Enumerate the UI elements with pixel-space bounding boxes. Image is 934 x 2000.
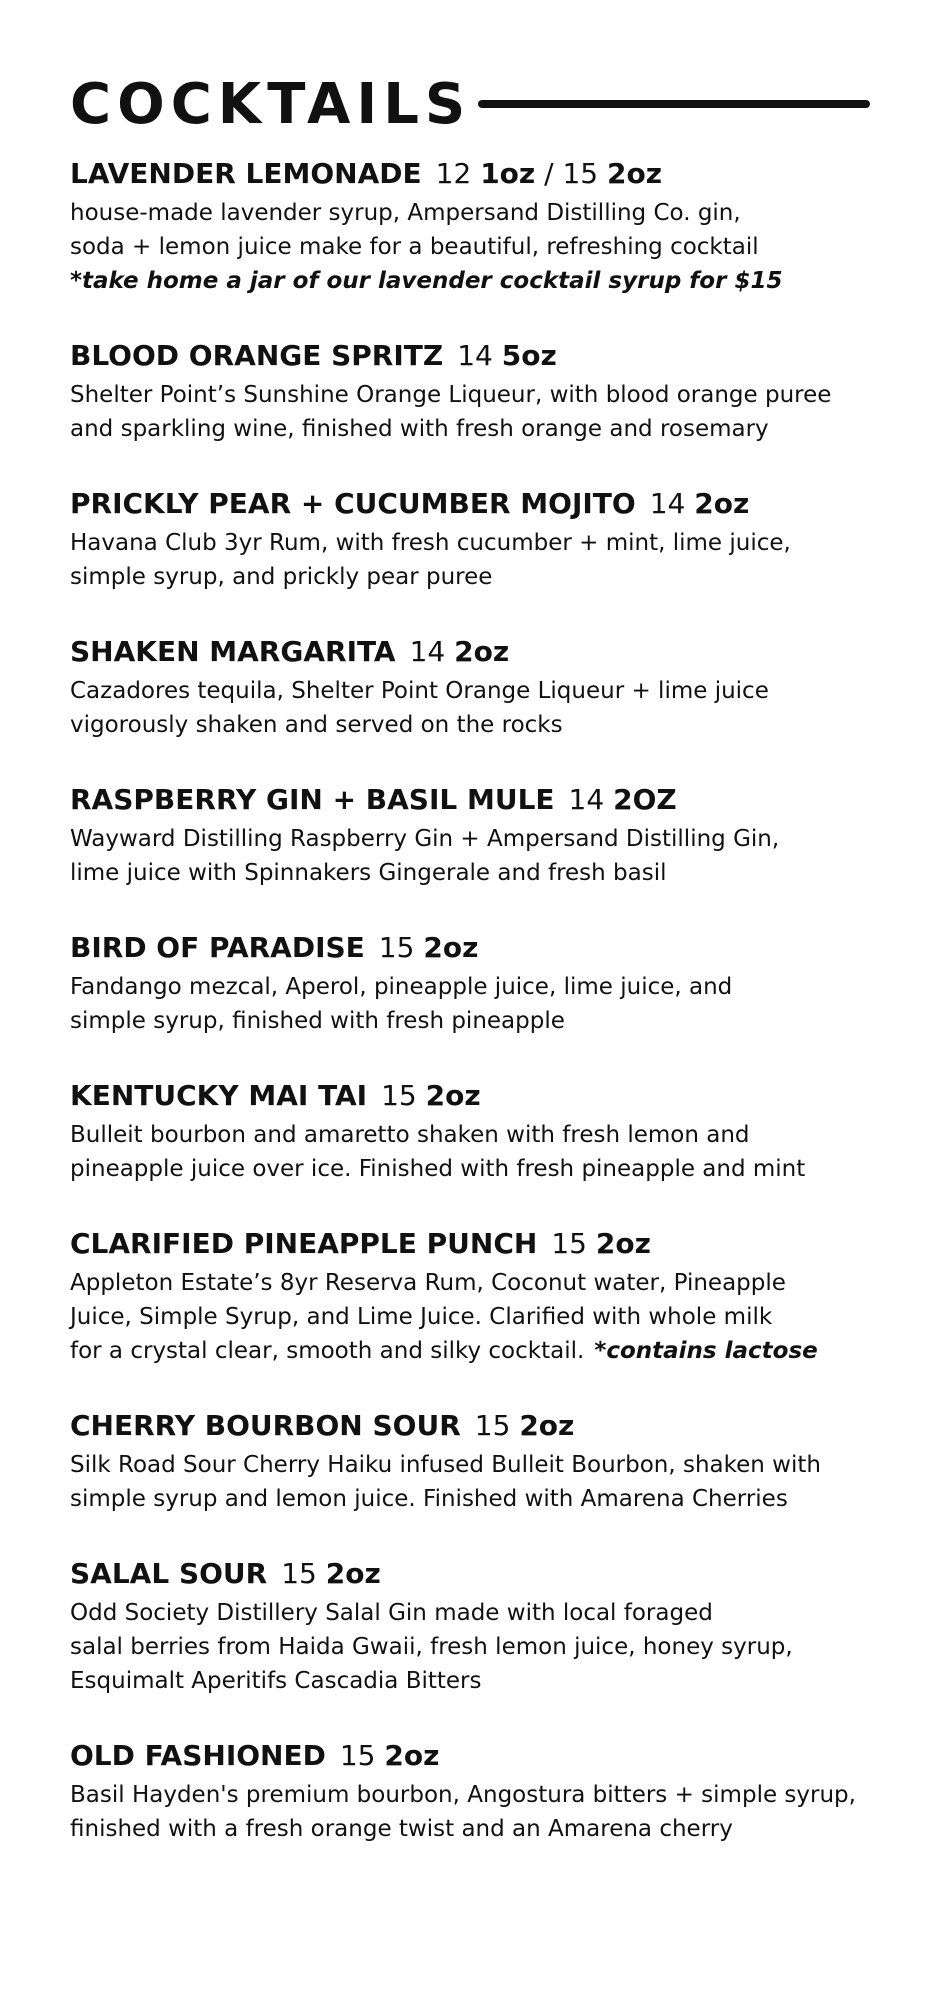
item-description — [70, 378, 870, 446]
item-name: CLARIFIED PINEAPPLE PUNCH — [70, 1227, 538, 1260]
description-line: Havana Club 3yr Rum, with fresh cucumber + mint, lime juice, — [70, 530, 791, 556]
description-line: Juice, Simple Syrup, and Lime Juice. Clarified with whole milk — [70, 1304, 773, 1330]
item-note: *contains lactose — [594, 1338, 818, 1364]
item-heading — [70, 928, 870, 968]
item-name: SHAKEN MARGARITA — [70, 635, 396, 668]
menu-header — [70, 70, 870, 140]
item-size: 2oz — [325, 1557, 381, 1590]
item-heading — [70, 484, 870, 524]
item-price: 12 — [435, 157, 472, 190]
item-size: 2oz — [454, 635, 510, 668]
item-size: 1oz — [480, 157, 536, 190]
item-heading — [70, 154, 870, 194]
item-description — [70, 526, 870, 594]
description-line: simple syrup, finished with fresh pineapple — [70, 1008, 565, 1034]
description-line: Bulleit bourbon and amaretto shaken with fresh lemon and — [70, 1122, 750, 1148]
list-item — [70, 1736, 870, 1846]
item-name: SALAL SOUR — [70, 1557, 268, 1590]
item-size: 2oz — [384, 1739, 440, 1772]
item-name: PRICKLY PEAR + CUCUMBER MOJITO — [70, 487, 636, 520]
item-price: 15 — [381, 1079, 417, 1112]
item-name: RASPBERRY GIN + BASIL MULE — [70, 783, 555, 816]
description-line-with-note — [70, 1334, 870, 1368]
description-line: Shelter Point’s Sunshine Orange Liqueur, with blood orange puree — [70, 382, 832, 408]
item-price: 14 — [568, 783, 605, 816]
description-line: Cazadores tequila, Shelter Point Orange Liqueur + lime juice — [70, 678, 769, 704]
description-line: simple syrup and lemon juice. Finished with Amarena Cherries — [70, 1486, 788, 1512]
item-name: CHERRY BOURBON SOUR — [70, 1409, 461, 1442]
item-description — [70, 970, 870, 1038]
item-description — [70, 1118, 870, 1186]
description-line: lime juice with Spinnakers Gingerale and fresh basil — [70, 860, 667, 886]
item-name: OLD FASHIONED — [70, 1739, 326, 1772]
item-price: 15 — [281, 1557, 317, 1590]
item-note: *take home a jar of our lavender cocktail syrup for $15 — [70, 268, 783, 294]
item-heading — [70, 1224, 870, 1264]
list-item — [70, 1076, 870, 1186]
item-heading — [70, 1554, 870, 1594]
item-size: 5oz — [501, 339, 557, 372]
description-line: simple syrup, and prickly pear puree — [70, 564, 493, 590]
list-item — [70, 1224, 870, 1368]
description-line: for a crystal clear, smooth and silky cocktail. — [70, 1338, 585, 1364]
item-price-2: 15 — [562, 157, 599, 190]
description-line: soda + lemon juice make for a beautiful, refreshing cocktail — [70, 234, 759, 260]
list-item — [70, 632, 870, 742]
cocktail-list — [70, 154, 870, 1846]
list-item — [70, 484, 870, 594]
item-name: KENTUCKY MAI TAI — [70, 1079, 368, 1112]
item-heading — [70, 336, 870, 376]
cocktail-menu — [70, 70, 870, 1884]
item-description — [70, 196, 870, 298]
item-price: 14 — [649, 487, 686, 520]
item-price: 14 — [409, 635, 446, 668]
item-heading — [70, 632, 870, 672]
item-size-2: 2oz — [607, 157, 663, 190]
description-line: Fandango mezcal, Aperol, pineapple juice, lime juice, and — [70, 974, 733, 1000]
list-item — [70, 928, 870, 1038]
description-line: Basil Hayden's premium bourbon, Angostura bitters + simple syrup, — [70, 1782, 856, 1808]
description-line: salal berries from Haida Gwaii, fresh lemon juice, honey syrup, — [70, 1634, 793, 1660]
item-size: 2oz — [425, 1079, 481, 1112]
description-line: house-made lavender syrup, Ampersand Distilling Co. gin, — [70, 200, 741, 226]
item-price: 14 — [457, 339, 493, 372]
description-line: Silk Road Sour Cherry Haiku infused Bulleit Bourbon, shaken with — [70, 1452, 821, 1478]
description-line: and sparkling wine, finished with fresh orange and rosemary — [70, 416, 769, 442]
list-item — [70, 154, 870, 298]
page-title: COCKTAILS — [70, 72, 472, 137]
list-item — [70, 336, 870, 446]
description-line: Appleton Estate’s 8yr Reserva Rum, Coconut water, Pineapple — [70, 1270, 786, 1296]
item-price: 15 — [551, 1227, 587, 1260]
description-line: Odd Society Distillery Salal Gin made with local foraged — [70, 1600, 713, 1626]
item-heading — [70, 780, 870, 820]
list-item — [70, 780, 870, 890]
item-description — [70, 1596, 870, 1698]
list-item — [70, 1406, 870, 1516]
item-heading — [70, 1076, 870, 1116]
item-name: BIRD OF PARADISE — [70, 931, 365, 964]
item-price: 15 — [474, 1409, 511, 1442]
description-line: vigorously shaken and served on the rocks — [70, 712, 563, 738]
list-item — [70, 1554, 870, 1698]
item-heading — [70, 1406, 870, 1446]
item-name: BLOOD ORANGE SPRITZ — [70, 339, 444, 372]
item-description — [70, 1448, 870, 1516]
item-size: 2oz — [595, 1227, 651, 1260]
item-description — [70, 674, 870, 742]
description-line: finished with a fresh orange twist and an Amarena cherry — [70, 1816, 733, 1842]
item-price: 15 — [339, 1739, 376, 1772]
item-description — [70, 1266, 870, 1368]
description-line: Esquimalt Aperitifs Cascadia Bitters — [70, 1668, 482, 1694]
item-name: LAVENDER LEMONADE — [70, 157, 422, 190]
item-heading — [70, 1736, 870, 1776]
description-line: pineapple juice over ice. Finished with fresh pineapple and mint — [70, 1156, 806, 1182]
price-separator: / — [544, 157, 554, 190]
item-description — [70, 822, 870, 890]
item-size: 2oz — [694, 487, 750, 520]
item-size: 2OZ — [613, 783, 677, 816]
item-price: 15 — [378, 931, 415, 964]
description-line: Wayward Distilling Raspberry Gin + Ampersand Distilling Gin, — [70, 826, 780, 852]
header-rule — [478, 100, 870, 108]
item-size: 2oz — [423, 931, 479, 964]
item-description — [70, 1778, 870, 1846]
item-size: 2oz — [519, 1409, 575, 1442]
